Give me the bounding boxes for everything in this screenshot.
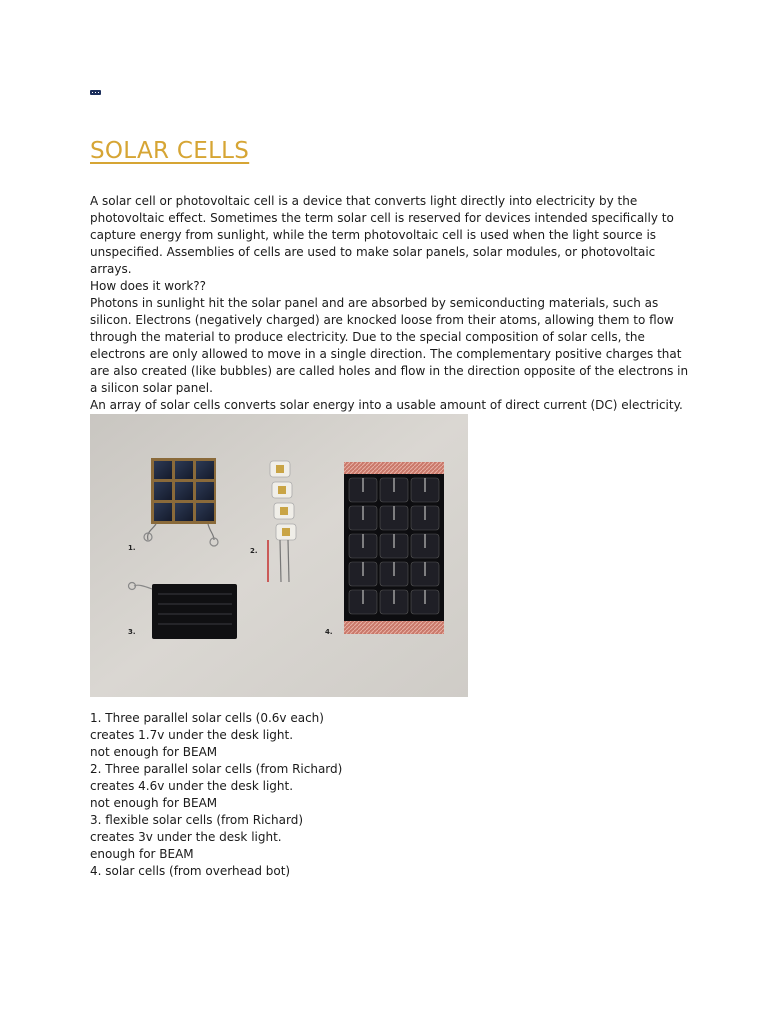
caption-line: not enough for BEAM xyxy=(90,745,218,759)
caption-line: 3. flexible solar cells (from Richard) xyxy=(90,813,303,827)
caption-line: 2. Three parallel solar cells (from Richard) xyxy=(90,762,343,776)
caption-line: creates 3v under the desk light. xyxy=(90,830,282,844)
paragraph-definition: A solar cell or photovoltaic cell is a device that converts light directly into electricity by the photovoltaic effect. Sometimes the term solar cell is reserved for devices intended specifically to capture energy from sunlight, while the term photovoltaic cell is used when the light source is unspecified. Assemblies of cells are used to make solar panels, solar modules, or photovoltaic arrays. xyxy=(90,194,674,276)
photo-label-1: 1. xyxy=(128,544,136,552)
photo-label-3: 3. xyxy=(128,628,136,636)
caption-line: creates 4.6v under the desk light. xyxy=(90,779,294,793)
paragraph-array: An array of solar cells converts solar energy into a usable amount of direct current (DC) electricity. xyxy=(90,398,683,412)
photo-label-2: 2. xyxy=(250,547,258,555)
caption-line: creates 1.7v under the desk light. xyxy=(90,728,294,742)
caption-line: 1. Three parallel solar cells (0.6v each) xyxy=(90,711,324,725)
solar-cells-photo xyxy=(90,414,468,697)
caption-line: not enough for BEAM xyxy=(90,796,218,810)
article-body xyxy=(90,193,690,431)
photo-label-4: 4. xyxy=(325,628,333,636)
solar-cell-set-4 xyxy=(344,462,444,634)
caption-line: enough for BEAM xyxy=(90,847,194,861)
caption-line: 4. solar cells (from overhead bot) xyxy=(90,864,291,878)
ellipsis-icon[interactable] xyxy=(90,90,101,95)
page-title: SOLAR CELLS xyxy=(90,138,250,164)
paragraph-question: How does it work?? xyxy=(90,279,207,293)
paragraph-explanation: Photons in sunlight hit the solar panel and are absorbed by semiconducting materials, such as silicon. Electrons (negatively charged) are knocked loose from their atoms, allowing them to flow through the material to produce electricity. Due to the special composition of solar cells, the electrons are only allowed to move in a single direction. The complementary positive charges that are also created (like bubbles) are called holes and flow in the direction opposite of the electrons in a silicon solar panel. xyxy=(90,296,689,395)
photo-captions xyxy=(90,710,590,880)
